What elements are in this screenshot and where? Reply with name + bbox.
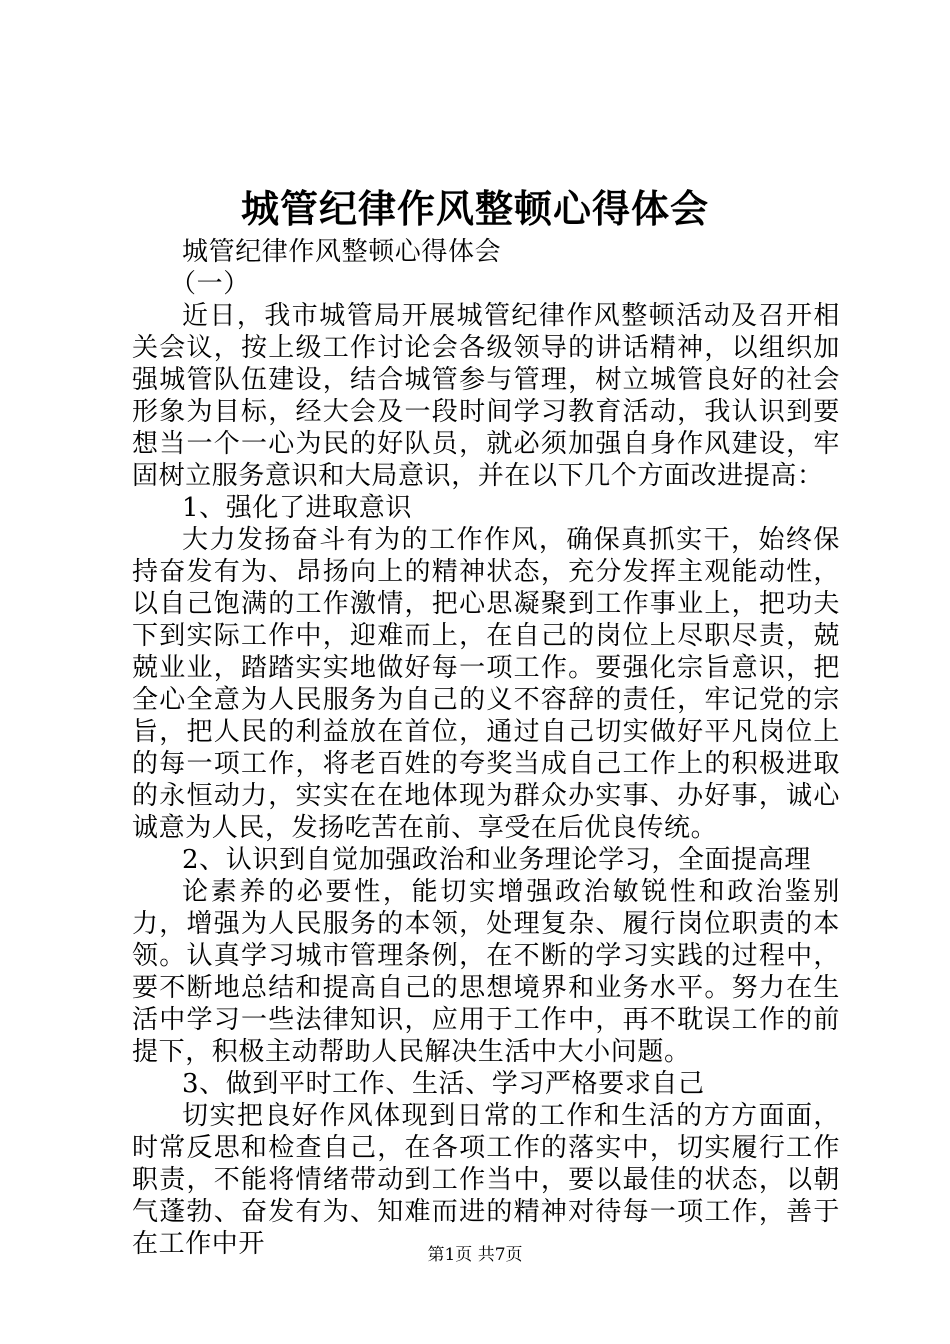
paragraph-point-1: 大力发扬奋斗有为的工作作风，确保真抓实干，始终保持奋发有为、昂扬向上的精神状态，充分发挥主观能动性，以自己饱满的工作激情，把心思凝聚到工作事业上，把功夫下到实际工作中，迎难而上，在自己的岗位上尽职尽责，兢兢业业，踏踏实实地做好每一项工作。要强化宗旨意识，把全心全意为人民服务为自己的义不容辞的责任，牢记党的宗旨，把人民的利益放在首位，通过自己切实做好平凡岗位上的每一项工作，将老百姓的夸奖当成自己工作上的积极进取的永恒动力，实实在在地体现为群众办实事、办好事，诚心诚意为人民，发扬吃苦在前、享受在后优良传统。 [132, 525, 840, 843]
document-title: 城管纪律作风整顿心得体会 [240, 186, 709, 231]
page-footer: 第1页 共7页 [427, 1245, 523, 1265]
paragraph-intro: 近日，我市城管局开展城管纪律作风整顿活动及召开相关会议，按上级工作讨论会各级领导的讲话精神，以组织加强城管队伍建设，结合城管参与管理，树立城管良好的社会形象为目标，经大会及一段时间学习教育活动，我认识到要想当一个一心为民的好队员，就必须加强自身作风建设，牢固树立服务意识和大局意识，并在以下几个方面改进提高： [132, 301, 840, 491]
heading-point-2: 2、认识到自觉加强政治和业务理论学习，全面提高理 [182, 845, 811, 875]
document-subtitle: 城管纪律作风整顿心得体会 [182, 237, 502, 267]
document-body [132, 236, 840, 1260]
paragraph-point-3: 切实把良好作风体现到日常的工作和生活的方方面面，时常反思和检查自己，在各项工作的落实中，切实履行工作职责，不能将情绪带动到工作当中，要以最佳的状态，以朝气蓬勃、奋发有为、知难而进的精神对待每一项工作，善于在工作中开 [132, 1101, 840, 1259]
heading-point-3: 3、做到平时工作、生活、学习严格要求自己 [182, 1069, 705, 1099]
paragraph-point-2: 论素养的必要性，能切实增强政治敏锐性和政治鉴别力，增强为人民服务的本领，处理复杂、履行岗位职责的本领。认真学习城市管理条例，在不断的学习实践的过程中，要不断地总结和提高自己的思想境界和业务水平。努力在生活中学习一些法律知识，应用于工作中，再不耽误工作的前提下，积极主动帮助人民解决生活中大小问题。 [132, 877, 840, 1067]
heading-point-1: 1、强化了进取意识 [182, 493, 412, 523]
section-marker: （一） [170, 269, 250, 299]
